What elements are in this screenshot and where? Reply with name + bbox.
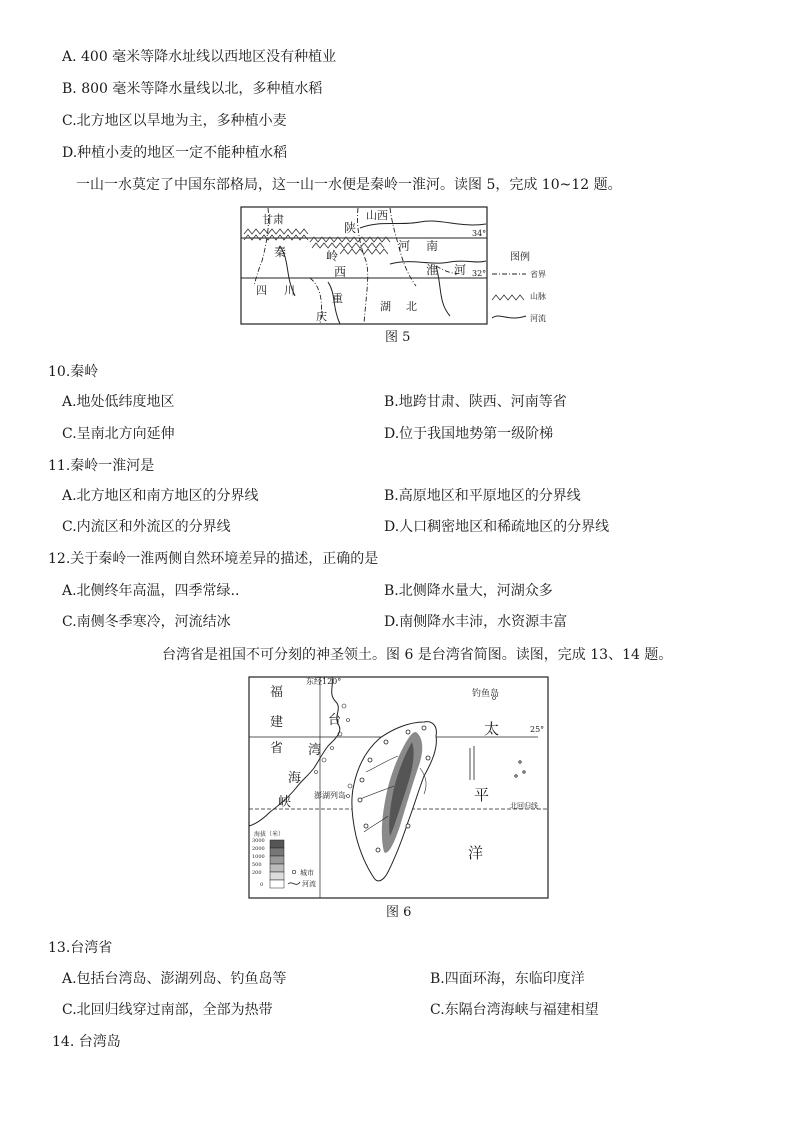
label-tai: 台	[328, 713, 342, 728]
label-he: 河	[454, 263, 467, 277]
label-hubei-2: 北	[406, 300, 417, 313]
label-hai: 海	[288, 771, 302, 786]
q11-stem: 11.秦岭一淮河是	[48, 458, 155, 474]
q14-stem: 14. 台湾岛	[52, 1034, 121, 1050]
label-xia: 峡	[278, 795, 292, 810]
label-fu: 福	[270, 685, 284, 700]
q12-option-c: C.南侧冬季寒冷，河流结冰	[62, 614, 231, 630]
intro-figure-6: 台湾省是祖国不可分刻的神圣领土。图 6 是台湾省简图。读图，完成 13、14 题。	[162, 647, 673, 663]
label-lat-32: 32°	[472, 269, 487, 278]
label-lon-120: 东经120°	[306, 677, 342, 686]
legend-level-2000: 2000	[252, 846, 265, 852]
label-henan-2: 南	[426, 239, 439, 253]
label-wan: 湾	[308, 743, 322, 758]
legend-mountain: 山脉	[530, 292, 546, 301]
figure-5-caption: 图 5	[385, 330, 411, 345]
figure-6-map	[248, 676, 550, 900]
label-sichuan-2: 川	[284, 284, 295, 297]
label-sheng: 省	[270, 741, 284, 756]
label-jian: 建	[270, 715, 284, 730]
legend-river: 河流	[530, 314, 546, 323]
intro-figure-5: 一山一水莫定了中国东部格局，这一山一水便是秦岭一淮河。读图 5，完成 10~12 题。	[76, 177, 622, 193]
label-huai: 淮	[426, 263, 439, 277]
legend-level-200: 200	[252, 870, 262, 876]
label-lat-25: 25°	[530, 725, 545, 734]
label-shaanxi-2: 西	[334, 265, 347, 279]
q12-stem: 12.关于秦岭一淮两侧自然环境差异的描述，正确的是	[48, 551, 379, 567]
q12-option-b: B.北侧降水量大，河湖众多	[384, 583, 553, 599]
q10-option-d: D.位于我国地势第一级阶梯	[384, 426, 554, 442]
label-chong: 重	[332, 292, 343, 305]
q10-option-b: B.地跨甘肃、陕西、河南等省	[384, 394, 567, 410]
q10-option-c: C.呈南北方向延伸	[62, 426, 175, 442]
legend-level-0: 0	[260, 882, 264, 888]
figure-5-map	[240, 206, 552, 326]
q11-option-b: B.高原地区和平原地区的分界线	[384, 488, 581, 504]
figure-6-caption: 图 6	[386, 905, 412, 920]
legend-city: 城市	[300, 869, 314, 877]
label-sichuan-1: 四	[256, 284, 267, 297]
label-shaanxi-1: 陕	[344, 221, 357, 235]
label-lat-34: 34°	[472, 229, 487, 238]
label-gansu: 甘肃	[262, 213, 284, 226]
legend-level-3000: 3000	[252, 838, 265, 844]
q9-option-a: A. 400 毫米等降水址线以西地区没有种植业	[62, 49, 337, 65]
label-shanxi: 山西	[366, 209, 388, 222]
q9-option-d: D.种植小麦的地区一定不能种植水稻	[62, 145, 288, 161]
q10-stem: 10.秦岭	[48, 364, 99, 380]
q10-option-a: A.地处低纬度地区	[62, 394, 175, 410]
q12-option-a: A.北侧终年高温，四季常绿..	[62, 583, 240, 599]
q13-option-d: C.东隔台湾海峡与福建相望	[430, 1002, 599, 1018]
label-qing: 庆	[316, 310, 327, 323]
q9-option-b: B. 800 毫米等降水量线以北，多种植水稻	[62, 81, 323, 97]
label-ling: 岭	[326, 249, 339, 263]
q13-option-b: B.四面环海，东临印度洋	[430, 971, 585, 987]
label-henan-1: 河	[398, 239, 411, 253]
q13-stem: 13.台湾省	[48, 940, 113, 956]
label-yang: 洋	[468, 844, 484, 862]
legend-elevation-title: 海拔（米）	[254, 831, 285, 838]
legend-level-500: 500	[252, 862, 262, 868]
legend-level-1000: 1000	[252, 854, 265, 860]
legend-river-6: 河流	[302, 880, 316, 888]
label-tropic: 北回归线	[510, 802, 538, 810]
q11-option-a: A.北方地区和南方地区的分界线	[62, 488, 259, 504]
label-hubei-1: 湖	[380, 300, 391, 313]
q11-option-d: D.人口稠密地区和稀疏地区的分界线	[384, 519, 610, 535]
legend-title: 图例	[510, 252, 530, 263]
q12-option-d: D.南侧降水丰沛，水资源丰富	[384, 614, 568, 630]
label-diaoyu: 钓鱼岛	[472, 689, 500, 699]
label-taiping-1: 太	[484, 720, 500, 738]
legend-province: 省界	[530, 270, 546, 279]
label-qin: 秦	[274, 245, 287, 259]
label-taiping-2: 平	[474, 786, 490, 804]
q11-option-c: C.内流区和外流区的分界线	[62, 519, 231, 535]
q13-option-a: A.包括台湾岛、澎湖列岛、钓鱼岛等	[62, 971, 287, 987]
label-penghu: 澎湖列岛	[314, 791, 346, 800]
q13-option-c: C.北回归线穿过南部，全部为热带	[62, 1002, 273, 1018]
q9-option-c: C.北方地区以旱地为主，多种植小麦	[62, 113, 287, 129]
